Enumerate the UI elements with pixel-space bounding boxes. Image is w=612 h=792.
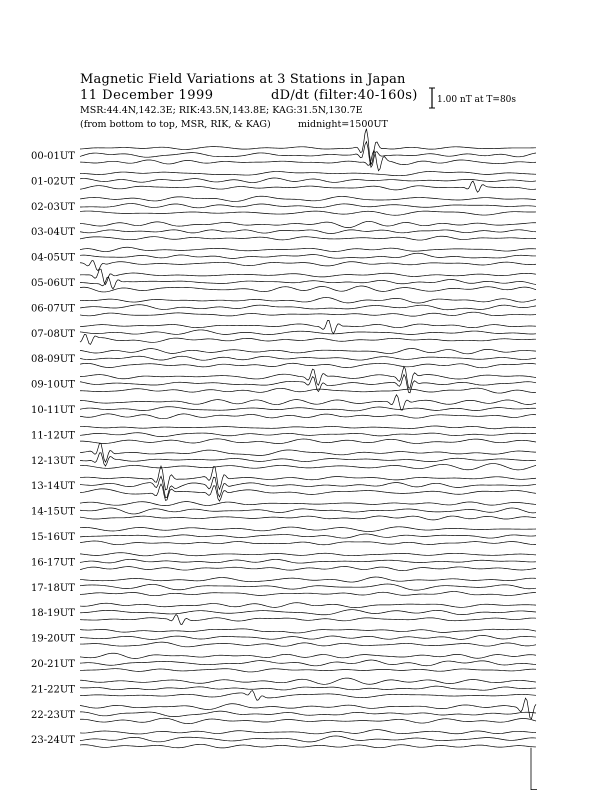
hour-label: 23-24UT	[31, 735, 75, 747]
trace-kag	[80, 603, 536, 608]
hour-label: 16-17UT	[31, 557, 75, 569]
trace-rik	[80, 142, 536, 168]
hour-label: 06-07UT	[31, 303, 75, 315]
hour-group-22-23ut	[31, 698, 536, 724]
trace-rik	[80, 635, 536, 639]
hour-group-21-22ut	[31, 678, 536, 700]
hour-label: 04-05UT	[31, 252, 75, 264]
hour-group-12-13ut	[31, 443, 536, 470]
hour-label: 07-08UT	[31, 328, 75, 340]
component-filter-label: dD/dt (filter:40-160s)	[271, 88, 418, 103]
trace-msr	[80, 286, 536, 292]
hour-group-23-24ut	[31, 730, 536, 748]
hour-group-02-03ut	[31, 196, 536, 215]
hour-group-01-02ut	[31, 172, 536, 193]
trace-kag	[80, 395, 536, 410]
trace-kag	[80, 678, 536, 684]
trace-kag	[80, 527, 536, 532]
hour-label: 15-16UT	[31, 532, 75, 543]
trace-rik	[80, 534, 536, 538]
hour-group-00-01ut	[31, 129, 536, 171]
trace-rik	[80, 453, 536, 466]
trace-kag	[80, 502, 536, 506]
hour-label: 13-14UT	[31, 481, 75, 493]
trace-kag	[80, 196, 536, 201]
trace-kag	[80, 629, 536, 633]
hour-group-03-04ut	[31, 221, 536, 240]
trace-kag	[80, 730, 536, 734]
trace-kag	[80, 577, 536, 582]
hour-group-16-17ut	[31, 553, 536, 571]
station-coordinates: MSR:44.4N,142.3E; RIK:43.5N,143.8E; KAG:31.5N,130.7E	[80, 105, 363, 116]
hour-group-17-18ut	[31, 577, 536, 596]
trace-msr	[80, 312, 536, 316]
hour-label: 17-18UT	[31, 582, 75, 594]
trace-tail-mark	[531, 748, 537, 790]
hour-label: 22-23UT	[31, 709, 75, 721]
trace-kag	[80, 221, 536, 227]
hour-label: 08-09UT	[31, 354, 75, 366]
trace-msr	[80, 669, 536, 672]
trace-rik	[80, 407, 536, 411]
trace-rik	[80, 736, 536, 742]
hour-group-08-09ut	[31, 348, 536, 367]
hour-group-10-11ut	[31, 395, 536, 419]
hour-label: 11-12UT	[31, 430, 75, 442]
trace-kag	[80, 269, 536, 284]
hour-group-07-08ut	[31, 320, 536, 344]
trace-msr	[80, 642, 536, 647]
trace-rik	[80, 204, 536, 208]
trace-rik	[80, 660, 536, 666]
hour-group-15-16ut	[31, 527, 536, 545]
trace-kag	[80, 247, 536, 251]
trace-rik	[80, 508, 536, 514]
trace-kag	[80, 297, 536, 303]
trace-rik	[80, 253, 536, 258]
hour-label: 00-01UT	[31, 151, 75, 162]
trace-rik	[80, 433, 536, 437]
hour-label: 14-15UT	[31, 506, 75, 518]
trace-msr	[80, 439, 536, 444]
chart-title: Magnetic Field Variations at 3 Stations in Japan	[80, 72, 406, 87]
hour-label: 18-19UT	[31, 608, 75, 620]
trace-msr	[80, 363, 536, 367]
trace-kag	[80, 348, 536, 353]
trace-kag	[80, 129, 536, 165]
midnight-note: midnight=1500UT	[298, 119, 388, 130]
hour-label: 12-13UT	[31, 455, 75, 467]
trace-rik	[80, 330, 536, 335]
trace-kag	[80, 426, 536, 429]
trace-msr	[80, 260, 536, 270]
hour-label: 05-06UT	[31, 278, 75, 289]
trace-msr	[80, 744, 536, 748]
hour-group-18-19ut	[31, 603, 536, 625]
hour-group-11-12ut	[31, 426, 536, 444]
hour-group-13-14ut	[31, 466, 536, 501]
trace-msr	[80, 388, 536, 393]
hour-label: 01-02UT	[31, 176, 75, 188]
trace-rik	[80, 711, 536, 717]
hour-label: 10-11UT	[31, 405, 75, 416]
hour-group-06-07ut	[31, 297, 536, 316]
trace-kag	[80, 653, 536, 658]
trace-msr	[80, 414, 536, 419]
hour-group-05-06ut	[31, 269, 536, 292]
trace-rik	[80, 559, 536, 563]
hour-label: 19-20UT	[31, 633, 75, 645]
hour-label: 03-04UT	[31, 227, 75, 239]
trace-msr	[80, 181, 536, 192]
trace-msr	[80, 211, 536, 215]
trace-msr	[80, 614, 536, 624]
trace-msr	[80, 516, 536, 520]
trace-order-note: (from bottom to top, MSR, RIK, & KAG)	[80, 119, 271, 130]
trace-msr	[80, 718, 536, 723]
trace-msr	[80, 691, 536, 701]
trace-rik	[80, 610, 536, 615]
trace-rik	[80, 584, 536, 590]
hour-group-19-20ut	[31, 629, 536, 647]
hour-label: 20-21UT	[31, 659, 75, 670]
trace-rik	[80, 686, 536, 690]
trace-msr	[80, 236, 536, 240]
hour-label: 09-10UT	[31, 379, 75, 391]
trace-msr	[80, 566, 536, 570]
hour-label: 02-03UT	[31, 201, 75, 213]
scale-label: 1.00 nT at T=80s	[437, 95, 517, 105]
trace-rik	[80, 277, 536, 289]
hour-group-20-21ut	[31, 653, 536, 672]
trace-msr	[80, 150, 536, 170]
trace-msr	[80, 464, 536, 470]
trace-kag	[80, 553, 536, 556]
hour-group-09-10ut	[31, 367, 536, 394]
trace-msr	[80, 541, 536, 545]
trace-kag	[80, 172, 536, 176]
trace-kag	[80, 698, 536, 719]
trace-msr	[80, 334, 536, 344]
date-label: 11 December 1999	[80, 88, 214, 103]
trace-msr	[80, 592, 536, 596]
trace-rik	[80, 178, 536, 183]
trace-rik	[80, 356, 536, 360]
trace-rik	[80, 230, 536, 234]
hour-group-04-05ut	[31, 247, 536, 270]
hour-group-14-15ut	[31, 502, 536, 520]
hour-label: 21-22UT	[31, 684, 75, 696]
trace-rik	[80, 305, 536, 310]
